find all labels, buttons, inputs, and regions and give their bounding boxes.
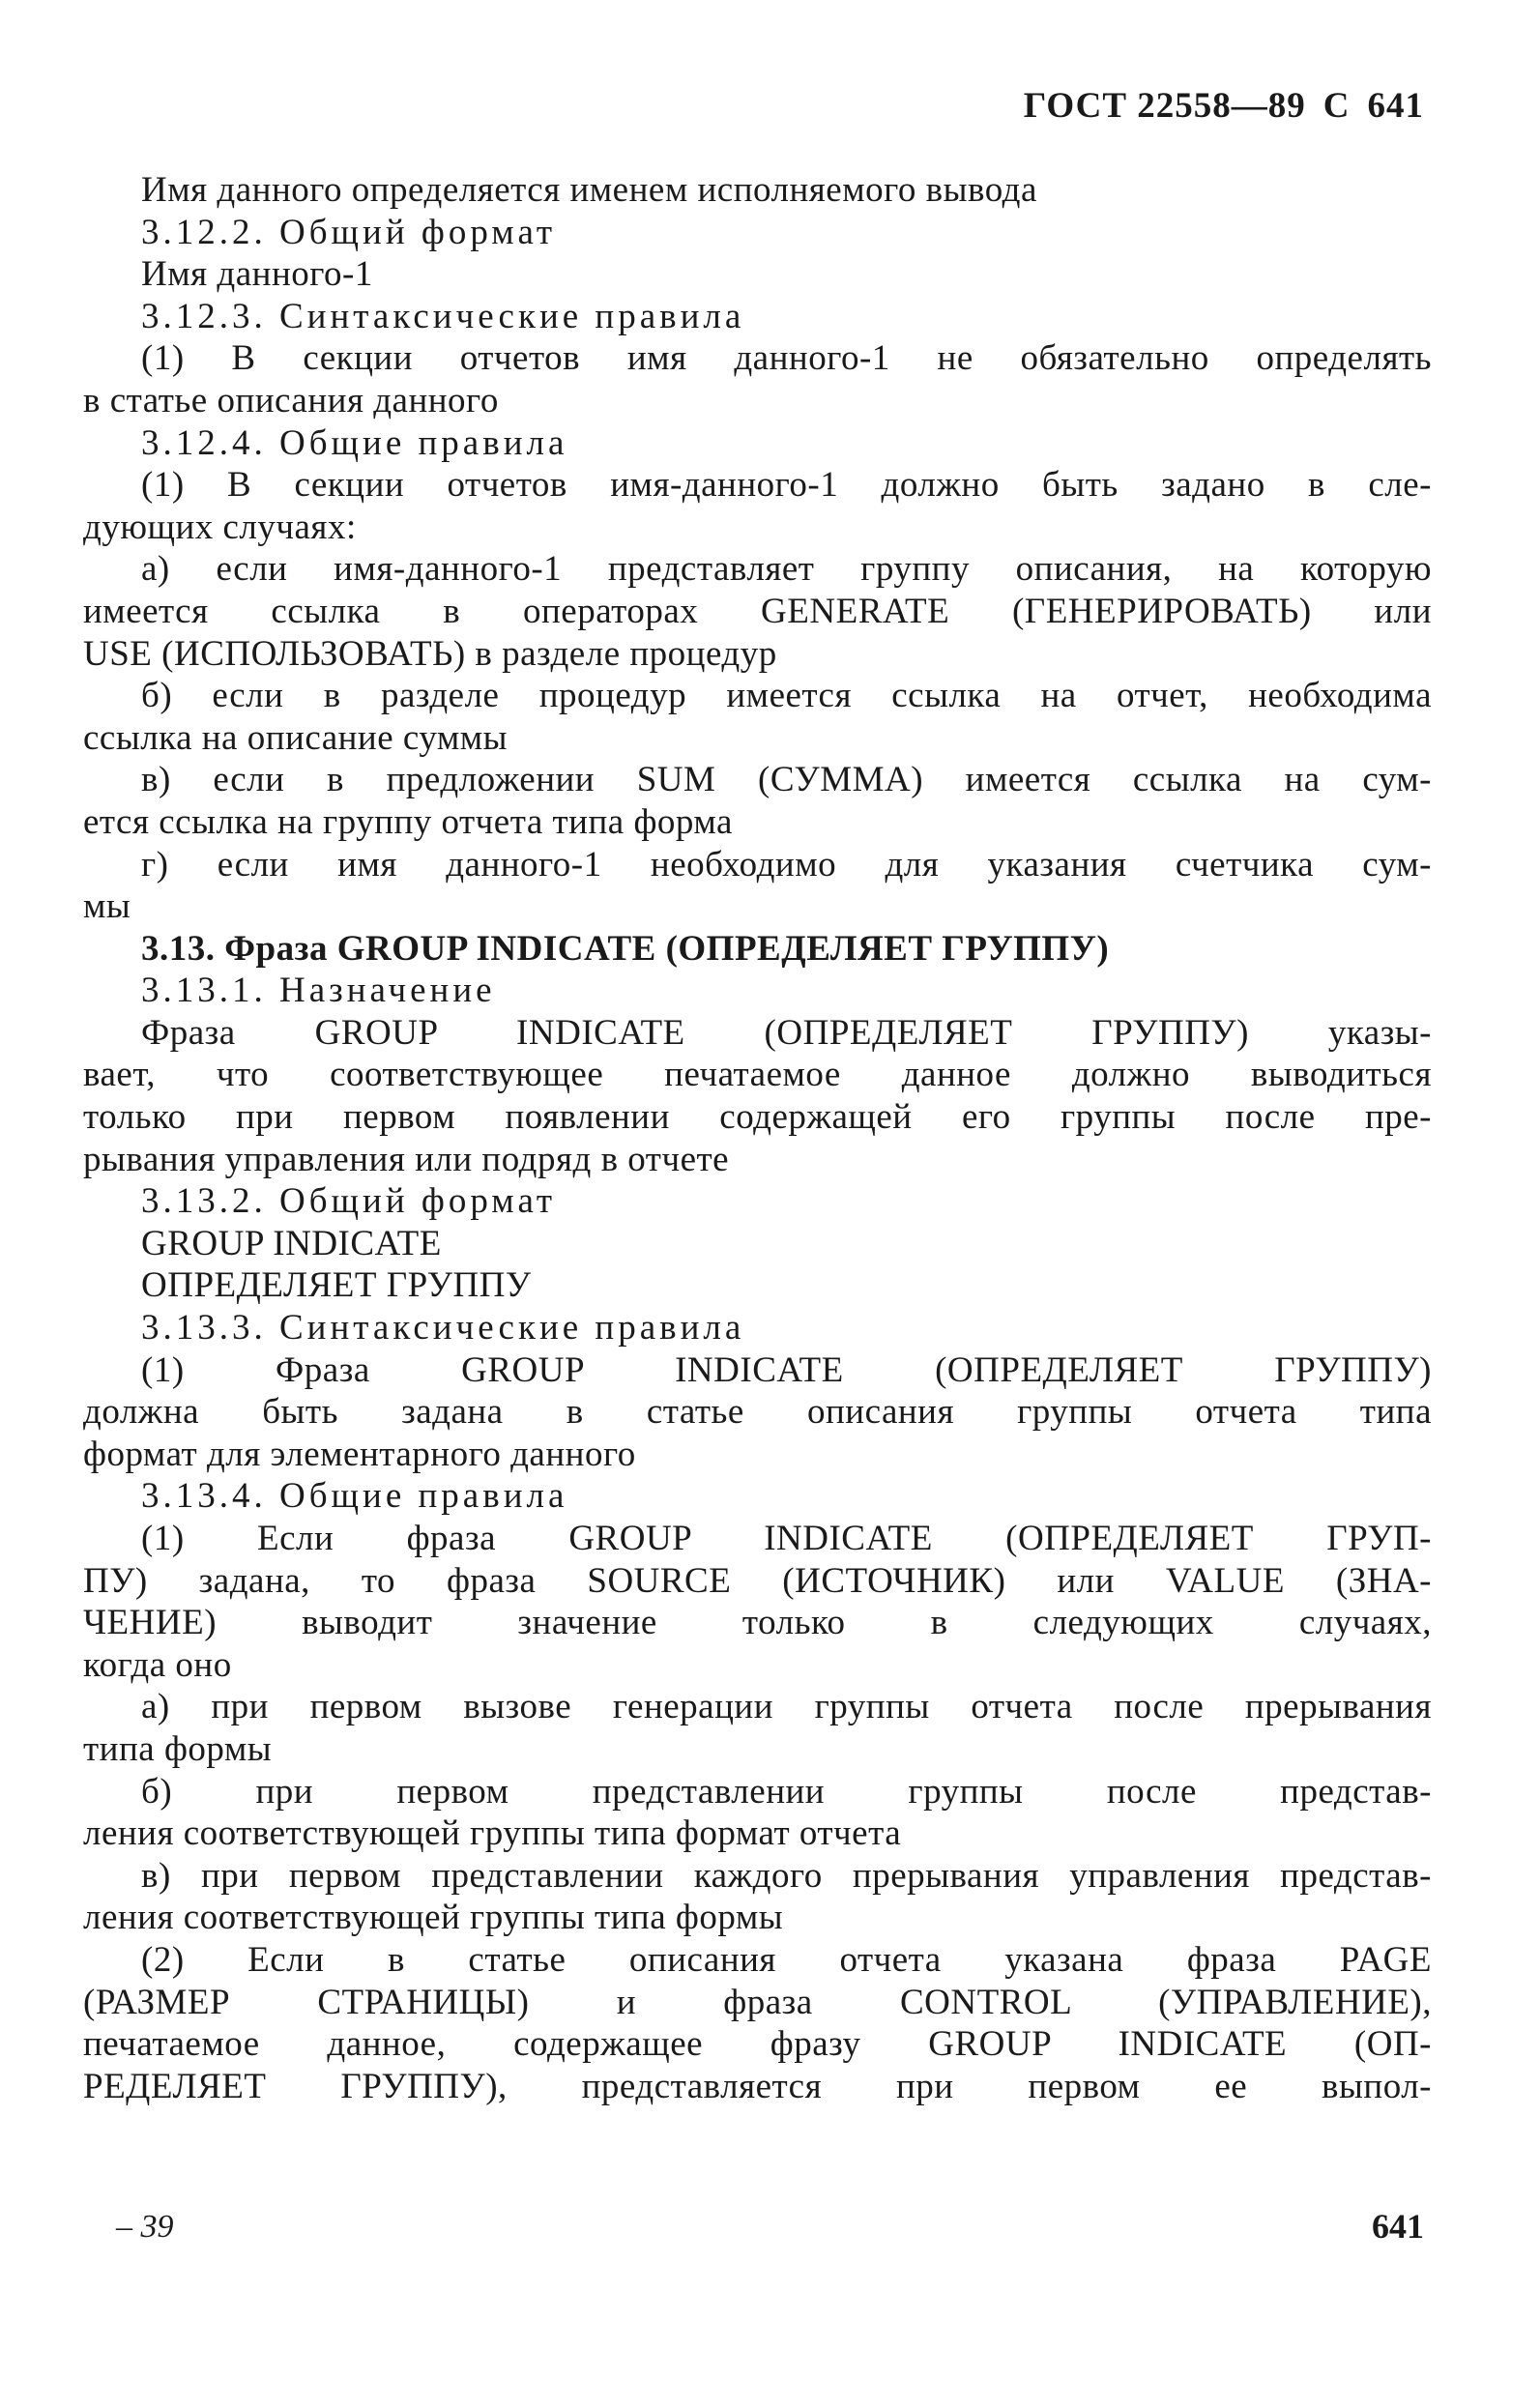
text-line: б) при первом представлении группы после представ- (141, 1771, 1432, 1812)
text-line: 3.13. Фраза GROUP INDICATE (ОПРЕДЕЛЯЕТ ГРУППУ) (141, 928, 1110, 969)
text-line: в) если в предложении SUM (СУММА) имеется ссылка на сум- (141, 760, 1432, 800)
text-line: USE (ИСПОЛЬЗОВАТЬ) в разделе процедур (83, 633, 777, 674)
text-line: а) при первом вызове генерации группы отчета после прерывания (141, 1687, 1432, 1727)
text-line: Имя данного-1 (141, 254, 373, 295)
text-line: ления соответствующей группы типа формы (83, 1898, 784, 1938)
text-line: (1) Если фраза GROUP INDICATE (ОПРЕДЕЛЯЕТ ГРУП- (141, 1519, 1432, 1558)
text-line: GROUP INDICATE (141, 1223, 442, 1263)
text-line: 3.13.1. Назначение (141, 971, 496, 1011)
text-line: 3.13.3. Синтаксические правила (141, 1308, 745, 1348)
text-line: ПУ) задана, то фраза SOURCE (ИСТОЧНИК) или VALUE (ЗНА- (83, 1560, 1432, 1601)
text-line: рывания управления или подряд в отчете (83, 1139, 730, 1179)
text-line: ется ссылка на группу отчета типа форма (83, 801, 733, 842)
text-line: 3.12.4. Общие правила (141, 422, 568, 463)
text-line: (2) Если в статье описания отчета указана фраза PAGE (141, 1939, 1432, 1980)
text-line: а) если имя-данного-1 представляет группу описания, на которую (141, 549, 1432, 590)
text-line: формат для элементарного данного (83, 1434, 636, 1474)
text-line: ления соответствующей группы типа формат отчета (83, 1813, 902, 1854)
footer-page-number: 641 (1372, 2207, 1424, 2246)
text-line: должна быть задана в статье описания группы отчета типа (83, 1392, 1432, 1433)
section-letter: С (1322, 86, 1351, 126)
text-line: когда оно (83, 1644, 232, 1685)
header-page-number: 641 (1367, 86, 1424, 126)
standard-number: ГОСТ 22558—89 (1023, 86, 1306, 126)
text-line: б) если в разделе процедур имеется ссылка на отчет, необходима (141, 676, 1432, 716)
text-line: (1) Фраза GROUP INDICATE (ОПРЕДЕЛЯЕТ ГРУППУ) (141, 1349, 1432, 1390)
text-line: (РАЗМЕР СТРАНИЦЫ) и фраза CONTROL (УПРАВЛЕНИЕ), (83, 1982, 1432, 2022)
text-line: (1) В секции отчетов имя данного-1 не обязательно определять (141, 338, 1432, 379)
text-line: вает, что соответствующее печатаемое данное должно выводиться (83, 1055, 1432, 1095)
text-line: г) если имя данного-1 необходимо для указания счетчика сум- (141, 844, 1432, 884)
text-line: 3.12.2. Общий формат (141, 212, 557, 252)
body-text (83, 169, 1432, 2107)
text-line: Имя данного определяется именем исполняемого вывода (141, 170, 1037, 210)
text-line: печатаемое данное, содержащее фразу GROUP INDICATE (ОП- (83, 2024, 1432, 2065)
text-line: 3.12.3. Синтаксические правила (141, 296, 745, 336)
text-line: дующих случаях: (83, 507, 357, 547)
text-line: только при первом появлении содержащей его группы после пре- (83, 1097, 1432, 1138)
page-header (1006, 85, 1424, 127)
text-line: типа формы (83, 1728, 273, 1769)
text-line: (1) В секции отчетов имя-данного-1 должно быть задано в сле- (141, 465, 1432, 506)
footer-mark: – 39 (116, 2209, 174, 2245)
text-line: 3.13.2. Общий формат (141, 1181, 557, 1222)
text-line: ОПРЕДЕЛЯЕТ ГРУППУ (141, 1265, 532, 1306)
text-line: РЕДЕЛЯЕТ ГРУППУ), представляется при первом ее выпол- (83, 2066, 1432, 2106)
text-line: имеется ссылка в операторах GENERATE (ГЕНЕРИРОВАТЬ) или (83, 591, 1432, 631)
text-line: Фраза GROUP INDICATE (ОПРЕДЕЛЯЕТ ГРУППУ) указы- (141, 1012, 1432, 1053)
text-line: ЧЕНИЕ) выводит значение только в следующих случаях, (83, 1603, 1432, 1643)
text-line: в статье описания данного (83, 380, 499, 420)
text-line: ссылка на описание суммы (83, 717, 508, 758)
text-line: 3.13.4. Общие правила (141, 1476, 568, 1517)
text-line: в) при первом представлении каждого прерывания управления представ- (141, 1855, 1432, 1896)
text-line: мы (83, 886, 131, 927)
